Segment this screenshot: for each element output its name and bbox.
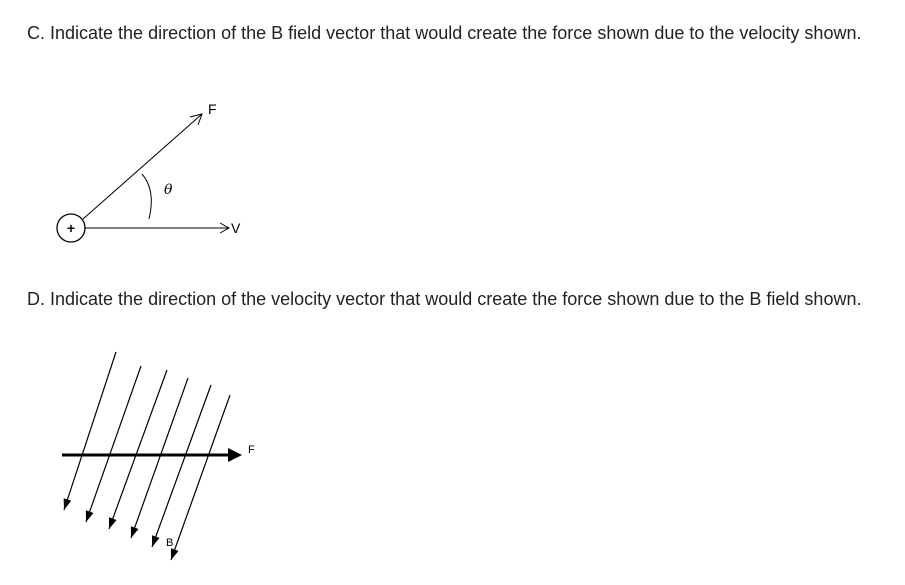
field-line-arrowhead bbox=[86, 510, 94, 522]
question-d-text: D. Indicate the direction of the velocity vector that would create the force shown due to the B field shown. bbox=[27, 289, 862, 309]
force-line bbox=[83, 114, 202, 219]
diagram-c-force-velocity bbox=[40, 90, 280, 250]
field-line-arrowhead bbox=[64, 498, 72, 510]
field-line bbox=[152, 385, 211, 547]
field-line-arrowhead bbox=[131, 526, 139, 538]
field-line bbox=[171, 395, 230, 560]
force-label: F bbox=[208, 101, 217, 117]
angle-label: θ bbox=[164, 182, 173, 198]
field-line bbox=[131, 378, 188, 538]
field-line-arrowhead bbox=[152, 535, 160, 547]
angle-arc bbox=[142, 174, 151, 219]
field-line bbox=[109, 370, 167, 529]
charge-sign: + bbox=[66, 220, 76, 236]
velocity-vector bbox=[85, 220, 241, 236]
field-line-arrowhead bbox=[109, 517, 117, 529]
field-line bbox=[64, 352, 116, 510]
question-c-text: C. Indicate the direction of the B field vector that would create the force shown due to the velocity shown. bbox=[27, 23, 862, 43]
velocity-label: V bbox=[231, 220, 241, 236]
field-label: B bbox=[166, 537, 174, 549]
force-arrowhead bbox=[228, 448, 242, 462]
field-line bbox=[86, 366, 141, 522]
diagram-d-field-force bbox=[40, 340, 280, 570]
force-label: F bbox=[248, 444, 255, 456]
field-line-arrowhead bbox=[171, 548, 179, 560]
charge bbox=[57, 214, 85, 242]
force-vector bbox=[83, 101, 217, 219]
